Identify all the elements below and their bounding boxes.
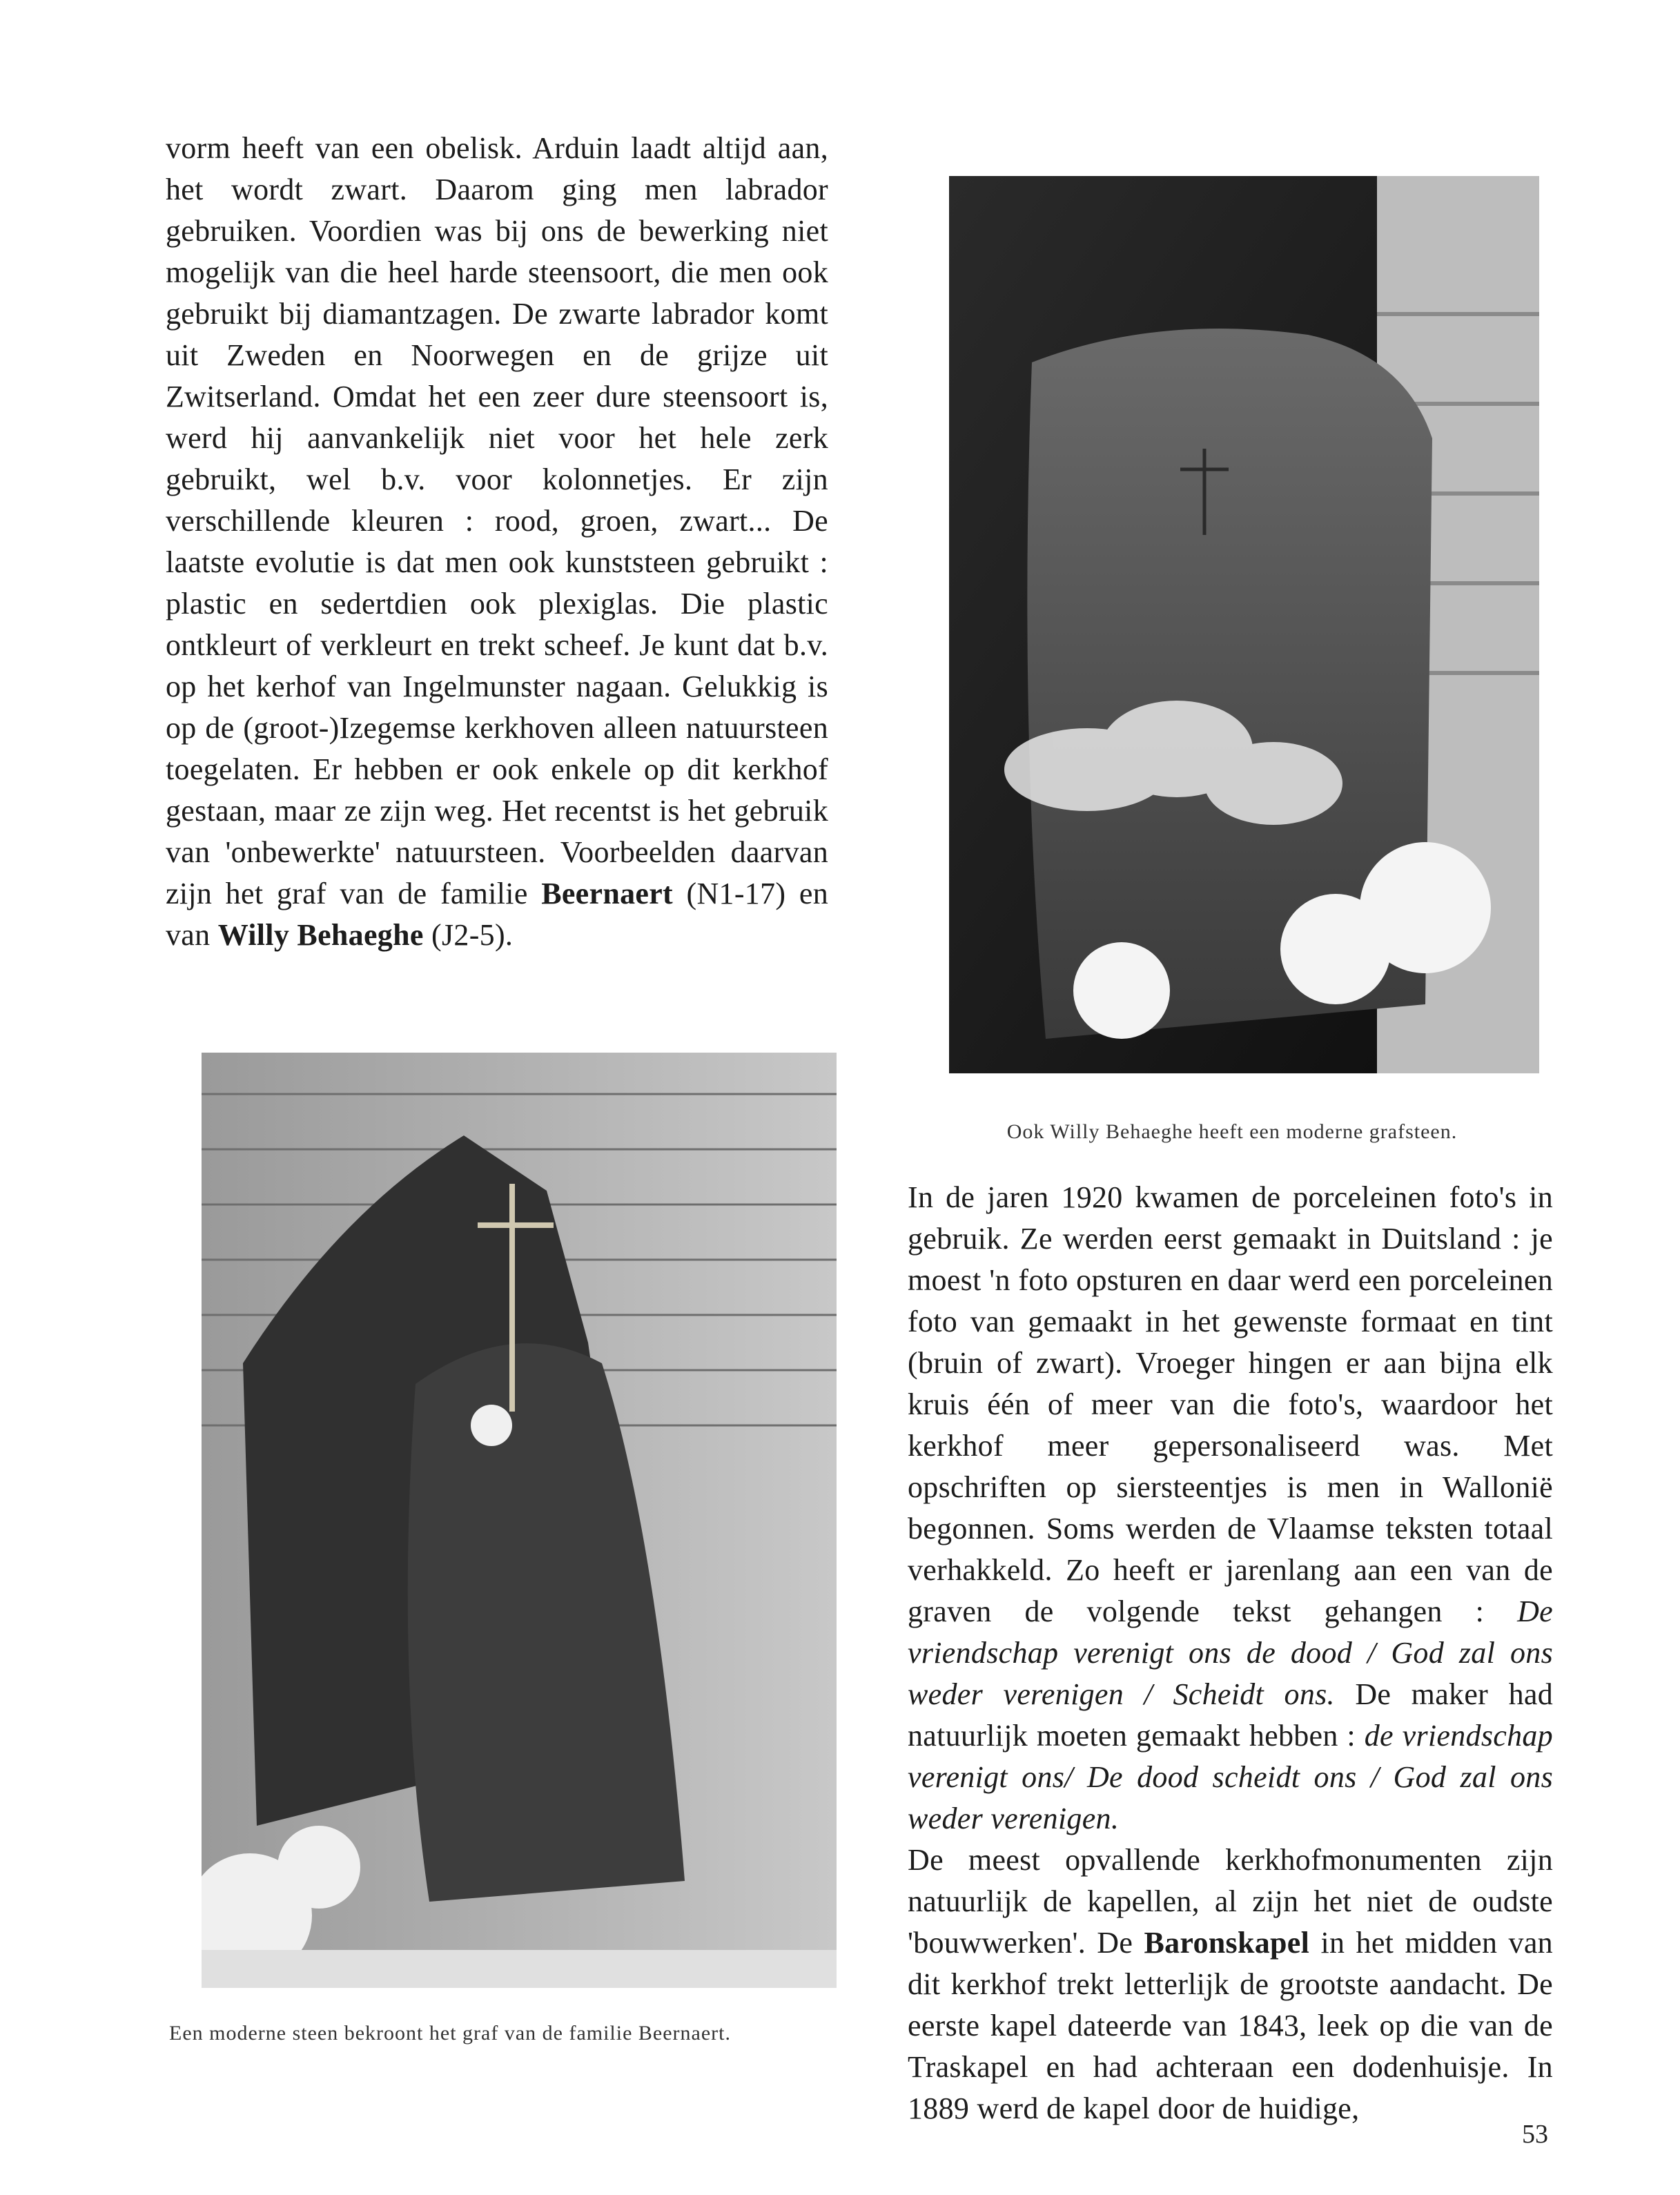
gravestone-illustration-beernaert (202, 1053, 837, 1988)
paragraph-labrador: vorm heeft van een obelisk. Arduin laadt altijd aan, het wordt zwart. Daarom ging men labrador gebruiken. Voordien was bij ons de bewerking niet mogelijk van die heel harde steensoort, die men ook gebruikt bij diamantzagen. De zwarte labrador komt uit Zweden en Noorwegen en de grijze uit Zwitserland. Omdat het een zeer dure steensoort is, werd hij aanvankelijk niet voor het hele zerk gebruikt, wel b.v. voor kolonnetjes. Er zijn verschillende kleuren : rood, groen, zwart... De laatste evolutie is dat men ook kunststeen gebruikt : plastic en sedertdien ook plexiglas. Die plastic ontkleurt of verkleurt en trekt scheef. Je kunt dat b.v. op het kerhof van Ingelmunster nagaan. Gelukkig is op de (groot-)Izegemse kerkhoven alleen natuursteen toegelaten. Er hebben er ook enkele op dit kerkhof gestaan, maar ze zijn weg. Het recentst is het gebruik van 'onbewerkte' natuursteen. Voorbeelden daarvan zijn het graf van de familie Beernaert (N1-17) en van Willy Behaeghe (J2-5). (166, 131, 828, 952)
paragraph-porcelain-photos: In de jaren 1920 kwamen de porceleinen foto's in gebruik. Ze werden eerst gemaakt in Duitsland : je moest 'n foto opsturen en daar werd een porceleinen foto van gemaakt in het gewenste formaat en tint (bruin of zwart). Vroeger hingen er aan bijna elk kruis één of meer van die foto's, waardoor het kerkhof meer gepersonaliseerd was. Met opschriften op siersteentjes is men in Wallonië begonnen. Soms werden de Vlaamse teksten totaal verhakkeld. Zo heeft er jarenlang aan een van de graven de volgende tekst gehangen : De vriendschap verenigt ons de dood / God zal ons weder verenigen / Scheidt ons. De maker had natuurlijk moeten gemaakt hebben : de vriendschap verenigt ons/ De dood scheidt ons / God zal ons weder verenigen. (908, 1180, 1553, 1835)
gravestone-illustration (949, 176, 1539, 1073)
caption-behaeghe: Ook Willy Behaeghe heeft een moderne grafsteen. (1006, 1120, 1458, 1143)
caption-beernaert: Een moderne steen bekroont het graf van de familie Beernaert. (169, 2022, 732, 2045)
photo-beernaert-gravestone (202, 1053, 837, 1988)
photo-behaeghe-gravestone (949, 176, 1539, 1073)
page-number: 53 (1522, 2120, 1548, 2149)
quote-wrong-text: De vriendschap verenigt ons de dood / God zal ons weder verenigen / Scheidt ons. (908, 1594, 1553, 1711)
name-baronskapel: Baronskapel (1144, 1926, 1310, 1960)
name-willy-behaeghe: Willy Behaeghe (217, 918, 424, 952)
name-beernaert: Beernaert (541, 877, 674, 910)
quote-correct-text: de vriendschap verenigt ons/ De dood scheidt ons / God zal ons weder verenigen. (908, 1719, 1553, 1835)
right-text-column (908, 1177, 1553, 2129)
paragraph-chapels: De meest opvallende kerkhofmonumenten zijn natuurlijk de kapellen, al zijn het niet de oudste 'bouwwerken'. De Baronskapel in het midden van dit kerkhof trekt letterlijk de grootste aandacht. De eerste kapel dateerde van 1843, leek op die van de Traskapel en had achteraan een dodenhuisje. In 1889 werd de kapel door de huidige, (908, 1843, 1553, 2125)
left-text-column (166, 128, 828, 956)
